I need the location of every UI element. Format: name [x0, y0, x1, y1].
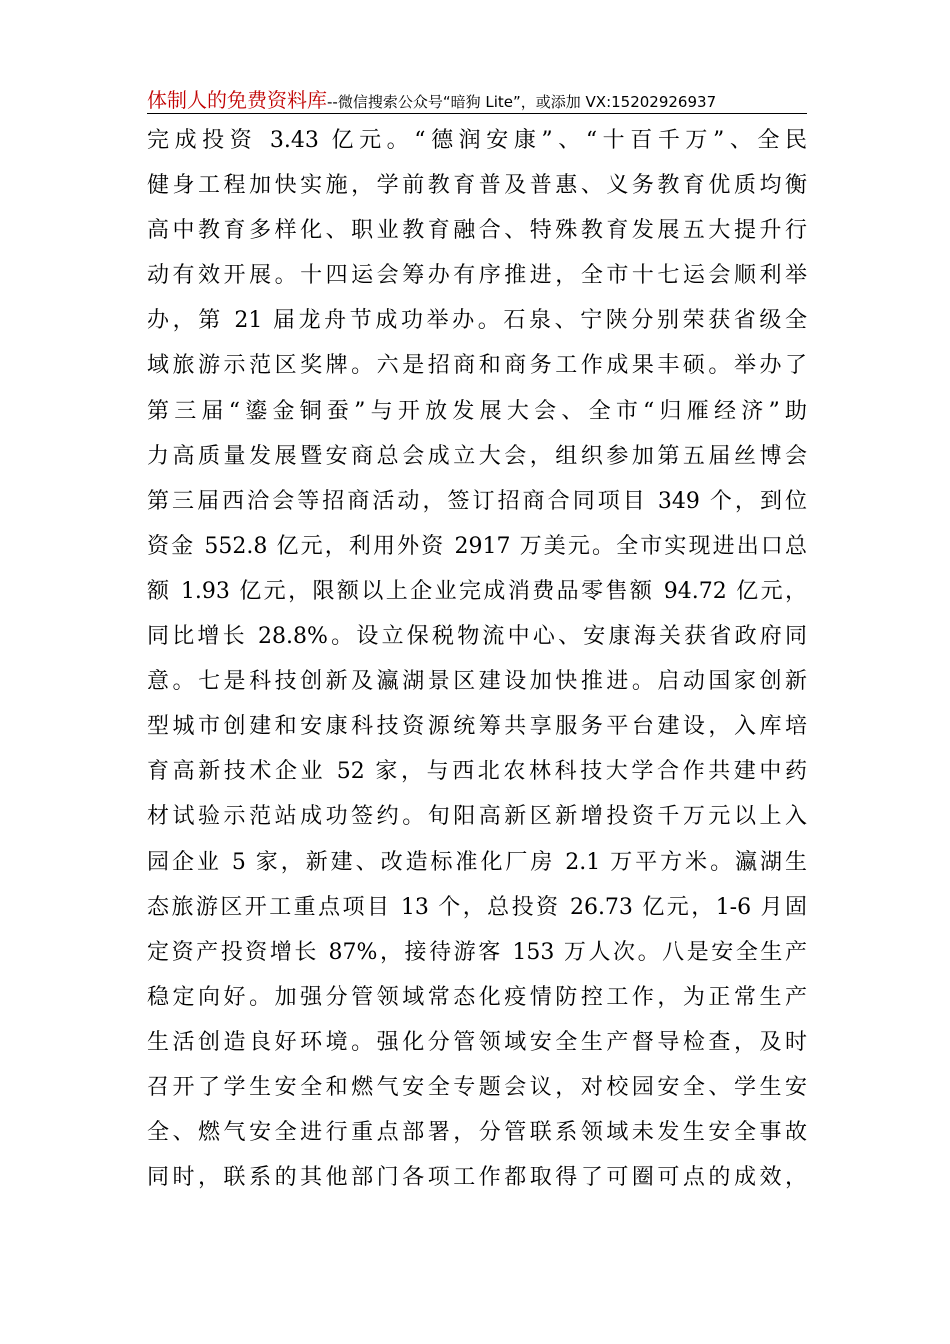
- text-line: 全、燃气安全进行重点部署，分管联系领域未发生安全事故: [147, 1120, 807, 1146]
- text-line: 办，第 21 届龙舟节成功举办。石泉、宁陕分别荣获省级全: [147, 308, 807, 334]
- text-line: 型城市创建和安康科技资源统筹共享服务平台建设，入库培: [147, 714, 807, 740]
- text-line: 同比增长 28.8%。设立保税物流中心、安康海关获省政府同: [147, 624, 807, 650]
- text-line: 稳定向好。加强分管领域常态化疫情防控工作，为正常生产: [147, 984, 807, 1010]
- header-brand: 体制人的免费资料库: [147, 88, 327, 112]
- text-line: 高中教育多样化、职业教育融合、特殊教育发展五大提升行: [147, 218, 807, 244]
- header-contact-info: --微信搜索公众号“暗狗 Lite”，或添加 VX:15202926937: [327, 93, 717, 111]
- text-line: 第三届西洽会等招商活动，签订招商合同项目 349 个，到位: [147, 488, 807, 514]
- text-line: 资金 552.8 亿元，利用外资 2917 万美元。全市实现进出口总: [147, 533, 807, 559]
- text-line: 同时，联系的其他部门各项工作都取得了可圈可点的成效，: [147, 1165, 807, 1191]
- text-line: 材试验示范站成功签约。旬阳高新区新增投资千万元以上入: [147, 804, 807, 830]
- text-line: 力高质量发展暨安商总会成立大会，组织参加第五届丝博会: [147, 443, 807, 469]
- text-line: 态旅游区开工重点项目 13 个，总投资 26.73 亿元，1-6 月固: [147, 894, 807, 920]
- text-line: 健身工程加快实施，学前教育普及普惠、义务教育优质均衡: [147, 173, 807, 199]
- text-line: 动有效开展。十四运会筹办有序推进，全市十七运会顺利举: [147, 263, 807, 289]
- text-line: 额 1.93 亿元，限额以上企业完成消费品零售额 94.72 亿元，: [147, 578, 807, 604]
- header-divider: [147, 113, 807, 114]
- text-line: 第三届“鎏金铜蚕”与开放发展大会、全市“归雁经济”助: [147, 398, 807, 424]
- text-line: 域旅游示范区奖牌。六是招商和商务工作成果丰硕。举办了: [147, 353, 807, 379]
- body-text: [147, 118, 807, 1200]
- text-line: 园企业 5 家，新建、改造标准化厂房 2.1 万平方米。瀛湖生: [147, 849, 807, 875]
- text-line: 生活创造良好环境。强化分管领域安全生产督导检查，及时: [147, 1029, 807, 1055]
- text-line: 召开了学生安全和燃气安全专题会议，对校园安全、学生安: [147, 1074, 807, 1100]
- text-line: 意。七是科技创新及瀛湖景区建设加快推进。启动国家创新: [147, 669, 807, 695]
- text-line: 定资产投资增长 87%，接待游客 153 万人次。八是安全生产: [147, 939, 807, 965]
- text-line: 育高新技术企业 52 家，与西北农林科技大学合作共建中药: [147, 759, 807, 785]
- page-header: [147, 84, 807, 112]
- text-line: 完成投资 3.43 亿元。“德润安康”、“十百千万”、全民: [147, 128, 807, 153]
